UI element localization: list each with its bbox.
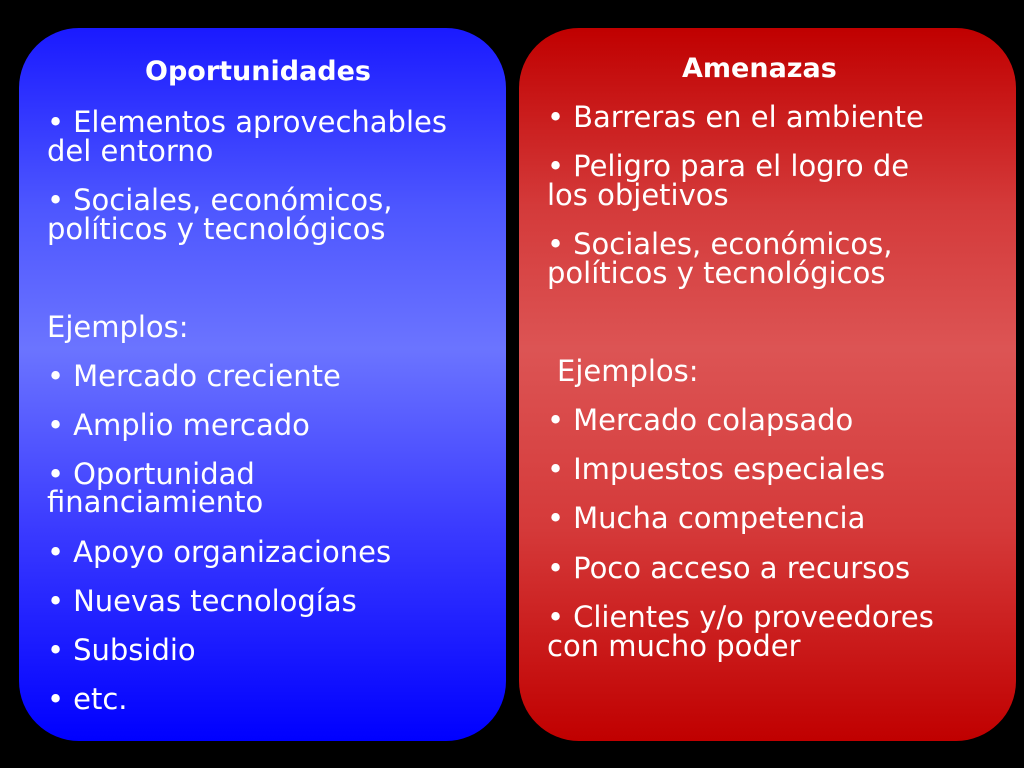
amenazas-title: Amenazas xyxy=(682,53,837,84)
oportunidades-item: • Elementos aprovechables xyxy=(47,107,447,137)
oportunidades-example: • Mercado creciente xyxy=(47,361,341,391)
amenazas-example: • Poco acceso a recursos xyxy=(547,553,910,583)
amenazas-item: • Barreras en el ambiente xyxy=(547,102,924,132)
oportunidades-example: • Oportunidad xyxy=(47,459,255,489)
amenazas-examples-label: Ejemplos: xyxy=(557,354,699,388)
amenazas-item-continued: los objetivos xyxy=(547,178,729,212)
oportunidades-panel xyxy=(19,28,506,741)
amenazas-item: • Peligro para el logro de xyxy=(547,151,909,181)
amenazas-example: • Mucha competencia xyxy=(547,503,865,533)
amenazas-panel xyxy=(519,28,1016,741)
oportunidades-example: • Amplio mercado xyxy=(47,410,310,440)
oportunidades-item: • Sociales, económicos, xyxy=(47,185,392,215)
oportunidades-item-continued: políticos y tecnológicos xyxy=(47,212,386,246)
amenazas-item: • Sociales, económicos, xyxy=(547,229,892,259)
oportunidades-example: • Subsidio xyxy=(47,635,196,665)
oportunidades-example: • etc. xyxy=(47,684,127,714)
oportunidades-title: Oportunidades xyxy=(145,56,372,87)
oportunidades-examples-label: Ejemplos: xyxy=(47,310,189,344)
oportunidades-example-continued: financiamiento xyxy=(47,485,264,519)
amenazas-example: • Mercado colapsado xyxy=(547,405,853,435)
amenazas-example: • Impuestos especiales xyxy=(547,454,885,484)
amenazas-example-continued: con mucho poder xyxy=(547,629,801,663)
oportunidades-example: • Apoyo organizaciones xyxy=(47,537,391,567)
amenazas-example: • Clientes y/o proveedores xyxy=(547,602,934,632)
amenazas-item-continued: políticos y tecnológicos xyxy=(547,256,886,290)
oportunidades-example: • Nuevas tecnologías xyxy=(47,586,357,616)
oportunidades-item-continued: del entorno xyxy=(47,134,214,168)
